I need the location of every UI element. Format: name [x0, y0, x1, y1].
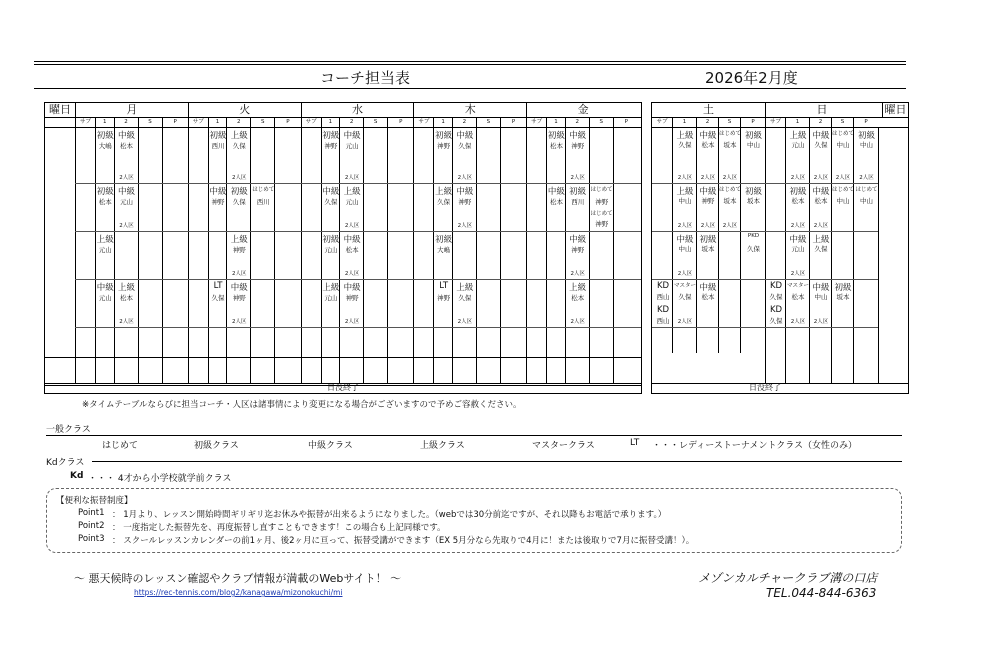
point3-text: ： スクールレッスンカレンダーの前1ヶ月、後2ヶ月に亘って、振替受講ができます（EX 5月分なら先取りで4月に！または後取りで7月に振替受講！）。 — [112, 536, 695, 546]
class-level: 初級 — [834, 283, 852, 293]
weekday-header-2: 水 — [301, 103, 414, 117]
grid-line — [75, 127, 76, 383]
class-level: 中級 — [456, 187, 474, 197]
class-level: 中級 — [569, 235, 587, 245]
coach-name: 久保 — [232, 198, 246, 206]
slot-header: 2 — [226, 117, 250, 127]
class-level: はじめて — [590, 187, 613, 193]
class-level: 上級 — [322, 283, 340, 293]
coach-name: 坂本 — [701, 245, 715, 253]
class-level: 初級 — [699, 235, 717, 245]
grid-line — [853, 127, 854, 383]
coach-name: 西山 — [656, 317, 670, 325]
coach-name: 久保 — [232, 142, 246, 150]
class-level: はじめて — [252, 187, 275, 193]
two-person-tag: 2人区 — [677, 271, 693, 277]
class-level: PKD — [747, 233, 760, 239]
grid-line — [878, 127, 879, 383]
slot-header: S — [589, 117, 613, 127]
two-person-tag: 2人区 — [790, 223, 806, 229]
grid-line — [188, 127, 189, 383]
class-level: 中級 — [569, 131, 587, 141]
grid-line — [785, 127, 786, 383]
coach-name: 西川 — [211, 142, 225, 150]
coach-name: 久保 — [769, 293, 783, 301]
coach-name: 松本 — [345, 246, 359, 254]
grid-line — [565, 127, 566, 383]
coach-name: 大嶋 — [437, 246, 451, 254]
point1-label: Point1 — [78, 508, 105, 518]
slot-header: S — [138, 117, 162, 127]
two-person-tag: 2人区 — [344, 271, 360, 277]
slot-header: サブ — [413, 117, 433, 127]
coach-name: 松本 — [98, 198, 112, 206]
grid-line — [831, 127, 832, 383]
top-rule-2 — [34, 64, 906, 65]
slot-header: 1 — [672, 117, 696, 127]
grid-line — [138, 127, 139, 383]
class-level: 初級 — [744, 187, 762, 197]
grid-line — [162, 127, 163, 383]
class-level: 中級 — [812, 187, 830, 197]
coach-name: 神野 — [595, 198, 609, 206]
grid-line — [301, 127, 302, 383]
class-level: 上級 — [812, 235, 830, 245]
coach-name: 元山 — [120, 198, 133, 206]
class-level: マスター — [673, 283, 696, 289]
coach-name: 元山 — [791, 141, 805, 149]
sunset-label-weekday: 日没終了 — [327, 383, 359, 392]
coach-name: 神野 — [437, 294, 451, 302]
club-tel: TEL.044-844-6363 — [766, 586, 877, 600]
weekday-header-0: 月 — [75, 103, 188, 117]
two-person-tag: 2人区 — [813, 223, 829, 229]
class-level: 上級 — [676, 131, 694, 141]
two-person-tag: 2人区 — [232, 175, 247, 181]
class-level: 中級 — [812, 283, 830, 293]
grid-line — [208, 127, 209, 383]
grid-line — [652, 327, 878, 328]
grid-line — [45, 117, 641, 118]
coach-name: 中山 — [860, 141, 873, 149]
grid-line — [652, 279, 878, 280]
two-person-tag: 2人区 — [344, 175, 360, 181]
coach-name: 西山 — [656, 293, 670, 301]
class-level: 中級 — [547, 187, 565, 197]
grid-line — [75, 231, 641, 232]
coach-name: 久保 — [678, 293, 692, 301]
grid-line — [321, 127, 322, 383]
slot-header: P — [500, 117, 526, 127]
class-level: LT — [213, 281, 223, 291]
class-level: 初級 — [789, 187, 807, 197]
point3-label: Point3 — [78, 534, 105, 544]
class-beginner: 初級クラス — [194, 441, 239, 451]
coach-name: 元山 — [98, 294, 112, 302]
class-level: 初級 — [322, 235, 340, 245]
class-level: KD — [656, 305, 670, 315]
website-link[interactable]: https://rec-tennis.com/blog2/kanagawa/mizonokuchi/mi — [134, 588, 343, 597]
class-level: はじめて — [719, 187, 742, 193]
grid-line — [546, 127, 547, 383]
grid-line — [500, 127, 501, 383]
coach-name: 松本 — [571, 294, 585, 302]
coach-name: 神野 — [232, 246, 246, 254]
top-rule — [34, 61, 906, 62]
kd-class-label: Kdクラス — [46, 458, 85, 468]
two-person-tag: 2人区 — [700, 223, 716, 229]
slot-header: 2 — [114, 117, 138, 127]
grid-line — [75, 183, 641, 184]
class-level: 初級 — [230, 187, 248, 197]
point2-text: ： 一度指定した振替先を、再度振替し直すこともできます！この場合も上記同様です。 — [112, 523, 446, 533]
coach-name: 神野 — [211, 198, 225, 206]
coach-name: 松本 — [701, 293, 715, 301]
slot-header: サブ — [656, 119, 668, 125]
grid-line — [652, 117, 908, 118]
weekday-header-4: 金 — [526, 103, 639, 117]
slot-header: P — [274, 117, 300, 127]
class-level: 中級 — [322, 187, 340, 197]
slot-header: P — [387, 117, 413, 127]
grid-line — [765, 127, 766, 383]
weekday-header-3: 木 — [413, 103, 526, 117]
class-level: はじめて — [832, 131, 855, 137]
class-level: 上級 — [96, 235, 114, 245]
point1-text: ： 1月より、レッスン開始時間ギリギリ迄お休みや振替が出来るようになりました。（webでは30分前迄ですが、それ以降もお電話で承ります。） — [112, 510, 667, 520]
coach-name: 神野 — [701, 197, 715, 205]
class-level: 中級 — [343, 283, 361, 293]
two-person-tag: 2人区 — [344, 319, 360, 325]
coach-name: 松本 — [120, 294, 133, 302]
class-level: 中級 — [699, 187, 717, 197]
class-level: 上級 — [569, 283, 587, 293]
slot-header: 1 — [95, 117, 114, 127]
class-level: 初級 — [96, 131, 114, 141]
class-level: LT — [439, 281, 449, 291]
class-level: 中級 — [699, 283, 717, 293]
two-person-tag: 2人区 — [677, 223, 693, 229]
class-level: 上級 — [435, 187, 453, 197]
general-class-label: 一般クラス — [46, 425, 91, 435]
class-intermediate: 中級クラス — [308, 441, 353, 451]
slot-header: 2 — [339, 117, 363, 127]
slot-header: サブ — [526, 117, 546, 127]
slot-header: S — [250, 117, 274, 127]
page-title: コーチ担当表 — [320, 69, 411, 87]
coach-name: 松本 — [791, 197, 805, 205]
slot-header: 1 — [433, 117, 452, 127]
grid-line — [476, 127, 477, 383]
kd-short: Kd — [70, 471, 84, 481]
class-master: マスタークラス — [532, 441, 595, 451]
grid-line — [226, 127, 227, 383]
two-person-tag: 2人区 — [790, 175, 806, 181]
slot-header: 1 — [321, 117, 340, 127]
two-person-tag: 2人区 — [677, 175, 693, 181]
two-person-tag: 2人区 — [570, 271, 585, 277]
coach-name: 中山 — [747, 141, 760, 149]
coach-name: 中山 — [814, 293, 828, 301]
coach-name: 坂本 — [836, 293, 850, 301]
slot-header: S — [831, 117, 853, 127]
coach-name: 西川 — [256, 198, 270, 206]
class-level: KD — [769, 281, 783, 291]
grid-line — [274, 127, 275, 383]
notice-text: ※タイムテーブルならびに担当コーチ・人区は諸事情により変更になる場合がございますので予めご容赦ください。 — [82, 400, 522, 410]
coach-name: 元山 — [345, 198, 359, 206]
slot-header: サブ — [765, 117, 785, 127]
class-level: 中級 — [812, 131, 830, 141]
coach-name: 神野 — [437, 142, 451, 150]
weekend-label: 曜日 — [882, 103, 908, 117]
grid-line — [339, 127, 340, 383]
month-label: 2026年2月度 — [705, 69, 798, 87]
class-level: 初級 — [435, 131, 453, 141]
two-person-tag: 2人区 — [813, 319, 829, 325]
extra-coach: 神野 — [595, 220, 609, 228]
class-level: 中級 — [343, 131, 361, 141]
class-level: 中級 — [699, 131, 717, 141]
grid-line — [45, 357, 641, 358]
footer-slogan: ～ 悪天候時のレッスン確認やクラブ情報が満載のWebサイト！ ～ — [74, 572, 402, 585]
class-level: はじめて — [855, 187, 878, 193]
two-person-tag: 2人区 — [457, 223, 473, 229]
coach-name: 久保 — [678, 141, 692, 149]
class-level: 初級 — [322, 131, 340, 141]
coach-name: 坂本 — [747, 197, 760, 205]
class-level: 初級 — [547, 131, 565, 141]
coach-name: 元山 — [324, 246, 338, 254]
two-person-tag: 2人区 — [677, 319, 693, 325]
grid-line — [452, 127, 453, 383]
grid-line — [613, 127, 614, 383]
class-lt: LT — [630, 438, 640, 448]
coach-name: 坂本 — [723, 197, 737, 205]
slot-header: S — [363, 117, 387, 127]
class-level: はじめて — [832, 187, 855, 193]
grid-line — [250, 127, 251, 383]
grid-line — [652, 127, 908, 128]
grid-line — [652, 183, 878, 184]
legend-rule — [46, 435, 902, 436]
class-advanced: 上級クラス — [420, 441, 465, 451]
class-level: 上級 — [343, 187, 361, 197]
grid-line — [387, 127, 388, 383]
coach-name: 久保 — [437, 198, 451, 206]
coach-name: 大嶋 — [98, 142, 112, 150]
two-person-tag: 2人区 — [570, 319, 585, 325]
weekend-header-0: 土 — [703, 103, 714, 116]
slot-header: 1 — [546, 117, 565, 127]
coach-name: 久保 — [769, 317, 783, 325]
grid-line — [75, 279, 641, 280]
slot-header: P — [162, 117, 188, 127]
coach-name: 松本 — [549, 198, 563, 206]
coach-name: 松本 — [791, 293, 805, 301]
weekday-label: 曜日 — [49, 103, 71, 116]
kd-rule — [92, 461, 902, 462]
class-level: 初級 — [96, 187, 114, 197]
coach-name: 中山 — [860, 197, 873, 205]
class-level: 初級 — [857, 131, 875, 141]
two-person-tag: 2人区 — [790, 319, 806, 325]
title-rule — [34, 88, 906, 89]
sunset-label-weekend: 日没終了 — [749, 383, 781, 392]
coach-name: 久保 — [211, 294, 225, 302]
grid-line — [75, 327, 641, 328]
two-person-tag: 2人区 — [344, 223, 360, 229]
coach-name: 久保 — [324, 198, 338, 206]
slot-header: P — [613, 117, 639, 127]
coach-name: 松本 — [814, 197, 828, 205]
grid-line — [652, 231, 878, 232]
weekday-schedule-table — [44, 102, 642, 394]
two-person-tag: 2人区 — [722, 223, 738, 229]
benefits-title: 【便利な振替制度】 — [56, 496, 133, 506]
two-person-tag: 2人区 — [700, 175, 716, 181]
slot-header: P — [853, 117, 878, 127]
coach-name: 元山 — [98, 246, 112, 254]
class-level: 上級 — [230, 131, 248, 141]
class-level: 上級 — [789, 131, 807, 141]
grid-line — [413, 127, 414, 383]
two-person-tag: 2人区 — [722, 175, 738, 181]
two-person-tag: 2人区 — [790, 271, 806, 277]
slot-header: サブ — [301, 117, 321, 127]
class-level: 中級 — [117, 187, 135, 197]
class-level: 中級 — [230, 283, 248, 293]
slot-header: 2 — [809, 117, 831, 127]
class-level: 中級 — [456, 131, 474, 141]
two-person-tag: 2人区 — [232, 271, 247, 277]
coach-name: 神野 — [571, 142, 585, 150]
two-person-tag: 2人区 — [835, 175, 851, 181]
slot-header: 2 — [565, 117, 589, 127]
grid-line — [809, 127, 810, 383]
class-level: マスター — [786, 283, 809, 289]
class-level: 中級 — [209, 187, 227, 197]
grid-line — [589, 127, 590, 383]
slot-header: 1 — [208, 117, 227, 127]
class-level: 初級 — [209, 131, 227, 141]
two-person-tag: 2人区 — [457, 319, 473, 325]
class-level: KD — [769, 305, 783, 315]
class-level: 中級 — [676, 235, 694, 245]
weekend-schedule-table — [651, 102, 909, 394]
coach-name: 久保 — [458, 142, 472, 150]
two-person-tag: 2人区 — [570, 175, 585, 181]
coach-name: 久保 — [814, 141, 828, 149]
coach-name: 久保 — [747, 245, 760, 253]
class-lt-desc: ・・・レディーストーナメントクラス（女性のみ） — [652, 441, 858, 451]
class-level: KD — [656, 281, 670, 291]
two-person-tag: 2人区 — [813, 175, 829, 181]
slot-header: サブ — [75, 117, 95, 127]
class-level: 上級 — [230, 235, 248, 245]
slot-header: サブ — [188, 117, 208, 127]
coach-name: 坂本 — [723, 141, 737, 149]
class-level: 上級 — [676, 187, 694, 197]
grid-line — [363, 127, 364, 383]
weekday-header-1: 火 — [188, 103, 301, 117]
two-person-tag: 2人区 — [119, 223, 134, 229]
two-person-tag: 2人区 — [859, 175, 874, 181]
coach-name: 神野 — [324, 142, 338, 150]
coach-name: 久保 — [814, 245, 828, 253]
point2-label: Point2 — [78, 521, 105, 531]
coach-name: 神野 — [232, 294, 246, 302]
weekend-header-1: 日 — [765, 103, 878, 117]
slot-header: P — [740, 117, 765, 127]
slot-header: S — [476, 117, 500, 127]
slot-header: 1 — [785, 117, 809, 127]
class-level: 中級 — [96, 283, 114, 293]
coach-name: 神野 — [345, 294, 359, 302]
coach-name: 中山 — [678, 245, 692, 253]
class-level: 上級 — [456, 283, 474, 293]
two-person-tag: 2人区 — [232, 319, 247, 325]
two-person-tag: 2人区 — [457, 175, 473, 181]
coach-name: 元山 — [791, 245, 805, 253]
coach-name: 元山 — [345, 142, 359, 150]
two-person-tag: 2人区 — [119, 175, 134, 181]
class-level: 初級 — [744, 131, 762, 141]
grid-line — [114, 127, 115, 383]
grid-line — [433, 127, 434, 383]
coach-name: 松本 — [549, 142, 563, 150]
coach-name: 西川 — [571, 198, 585, 206]
grid-line — [45, 127, 641, 128]
coach-name: 神野 — [571, 246, 585, 254]
slot-header: 2 — [452, 117, 476, 127]
class-hajimete: はじめて — [102, 441, 139, 451]
coach-name: 松本 — [701, 141, 715, 149]
class-level: 中級 — [343, 235, 361, 245]
coach-name: 中山 — [836, 141, 850, 149]
class-level: 中級 — [117, 131, 135, 141]
coach-name: 元山 — [324, 294, 338, 302]
two-person-tag: 2人区 — [119, 319, 134, 325]
slot-header: S — [718, 117, 740, 127]
grid-line — [740, 127, 741, 353]
grid-line — [95, 127, 96, 383]
grid-line — [526, 127, 527, 383]
coach-name: 久保 — [458, 294, 472, 302]
class-level: 中級 — [789, 235, 807, 245]
class-level: 初級 — [569, 187, 587, 197]
class-level: 上級 — [117, 283, 135, 293]
slot-header: 2 — [696, 117, 718, 127]
coach-name: 中山 — [836, 197, 850, 205]
class-level: 初級 — [435, 235, 453, 245]
kd-desc: ・・・ 4才から小学校就学前クラス — [88, 474, 232, 484]
club-name: メゾンカルチャークラブ溝の口店 — [698, 571, 878, 585]
coach-name: 中山 — [678, 197, 692, 205]
class-level: はじめて — [719, 131, 742, 137]
coach-name: 松本 — [120, 142, 133, 150]
coach-name: 神野 — [458, 198, 472, 206]
extra-level: はじめて — [590, 211, 613, 217]
